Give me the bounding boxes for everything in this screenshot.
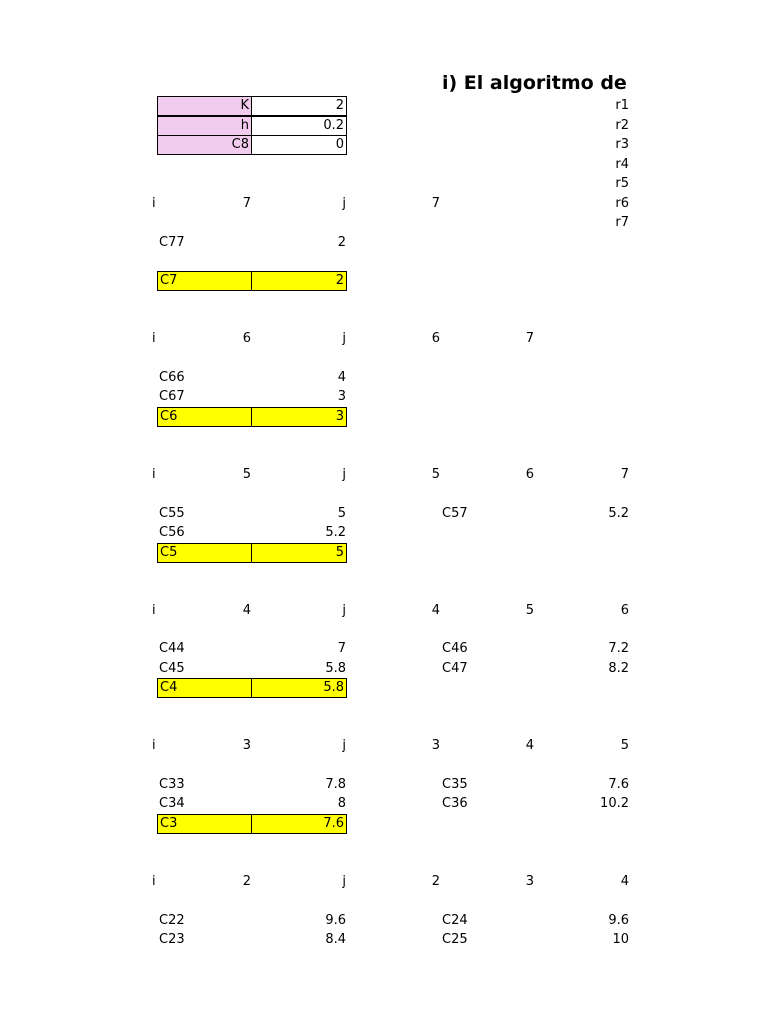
result-row-c4 [157,678,347,698]
cost-name: C34 [159,796,185,811]
cost-value: 2 [337,235,346,250]
i-label: i [152,331,156,346]
param-row-h [157,116,347,136]
param-value: 0 [252,136,346,154]
result-row-c5 [157,543,347,563]
cost-name: C25 [442,932,468,947]
result-row-c3 [157,814,347,834]
cost-value: 5.8 [325,661,346,676]
cost-value: 10 [612,932,629,947]
cost-value: 9.6 [608,913,629,928]
j-value: 4 [525,738,534,753]
cost-name: C22 [159,913,185,928]
cost-name: C44 [159,641,185,656]
j-value: 2 [431,874,440,889]
j-label: j [342,331,346,346]
cost-value: 7.8 [325,777,346,792]
j-value: 4 [431,603,440,618]
cost-name: C67 [159,389,185,404]
result-value: 3 [252,408,346,426]
cost-name: C56 [159,525,185,540]
result-row-c7 [157,271,347,291]
r-label: r3 [615,137,629,152]
result-name: C6 [158,408,252,426]
param-value: 0.2 [252,117,346,135]
result-name: C3 [158,815,252,833]
cost-name: C35 [442,777,468,792]
result-name: C5 [158,544,252,562]
result-name: C7 [158,272,252,290]
cost-value: 10.2 [600,796,629,811]
r-label: r7 [615,215,629,230]
i-value: 6 [242,331,251,346]
r-label: r1 [615,98,629,113]
cost-value: 9.6 [325,913,346,928]
i-label: i [152,467,156,482]
cost-name: C36 [442,796,468,811]
cost-value: 5 [337,506,346,521]
j-value: 5 [620,738,629,753]
cost-value: 8 [337,796,346,811]
j-label: j [342,738,346,753]
cost-value: 8.4 [325,932,346,947]
r-label: r2 [615,118,629,133]
j-value: 5 [525,603,534,618]
result-value: 5.8 [252,679,346,697]
cost-name: C57 [442,506,468,521]
result-value: 7.6 [252,815,346,833]
i-value: 7 [242,196,251,211]
j-value: 5 [431,467,440,482]
cost-value: 7.6 [608,777,629,792]
i-value: 2 [242,874,251,889]
r-label: r4 [615,157,629,172]
cost-value: 5.2 [608,506,629,521]
param-label: K [158,97,252,115]
cost-name: C23 [159,932,185,947]
param-label: C8 [158,136,252,154]
j-value: 6 [431,331,440,346]
cost-name: C47 [442,661,468,676]
j-label: j [342,196,346,211]
param-value: 2 [252,97,346,115]
r-label: r6 [615,196,629,211]
j-value: 3 [525,874,534,889]
j-label: j [342,874,346,889]
param-row-k [157,96,347,116]
j-value: 7 [431,196,440,211]
i-label: i [152,603,156,618]
cost-name: C45 [159,661,185,676]
j-value: 7 [525,331,534,346]
i-value: 3 [242,738,251,753]
param-row-c8 [157,135,347,155]
i-value: 5 [242,467,251,482]
i-label: i [152,196,156,211]
param-label: h [158,117,252,135]
j-label: j [342,467,346,482]
cost-name: C55 [159,506,185,521]
cost-value: 7.2 [608,641,629,656]
result-value: 5 [252,544,346,562]
sheet-title: i) El algoritmo de [442,72,627,94]
i-value: 4 [242,603,251,618]
j-value: 6 [525,467,534,482]
cost-name: C33 [159,777,185,792]
r-label: r5 [615,176,629,191]
cost-name: C77 [159,235,185,250]
cost-name: C46 [442,641,468,656]
result-name: C4 [158,679,252,697]
cost-value: 5.2 [325,525,346,540]
i-label: i [152,738,156,753]
cost-name: C24 [442,913,468,928]
result-row-c6 [157,407,347,427]
j-value: 6 [620,603,629,618]
cost-name: C66 [159,370,185,385]
j-value: 3 [431,738,440,753]
cost-value: 7 [337,641,346,656]
cost-value: 3 [337,389,346,404]
j-value: 4 [620,874,629,889]
result-value: 2 [252,272,346,290]
cost-value: 4 [337,370,346,385]
j-value: 7 [620,467,629,482]
cost-value: 8.2 [608,661,629,676]
i-label: i [152,874,156,889]
j-label: j [342,603,346,618]
